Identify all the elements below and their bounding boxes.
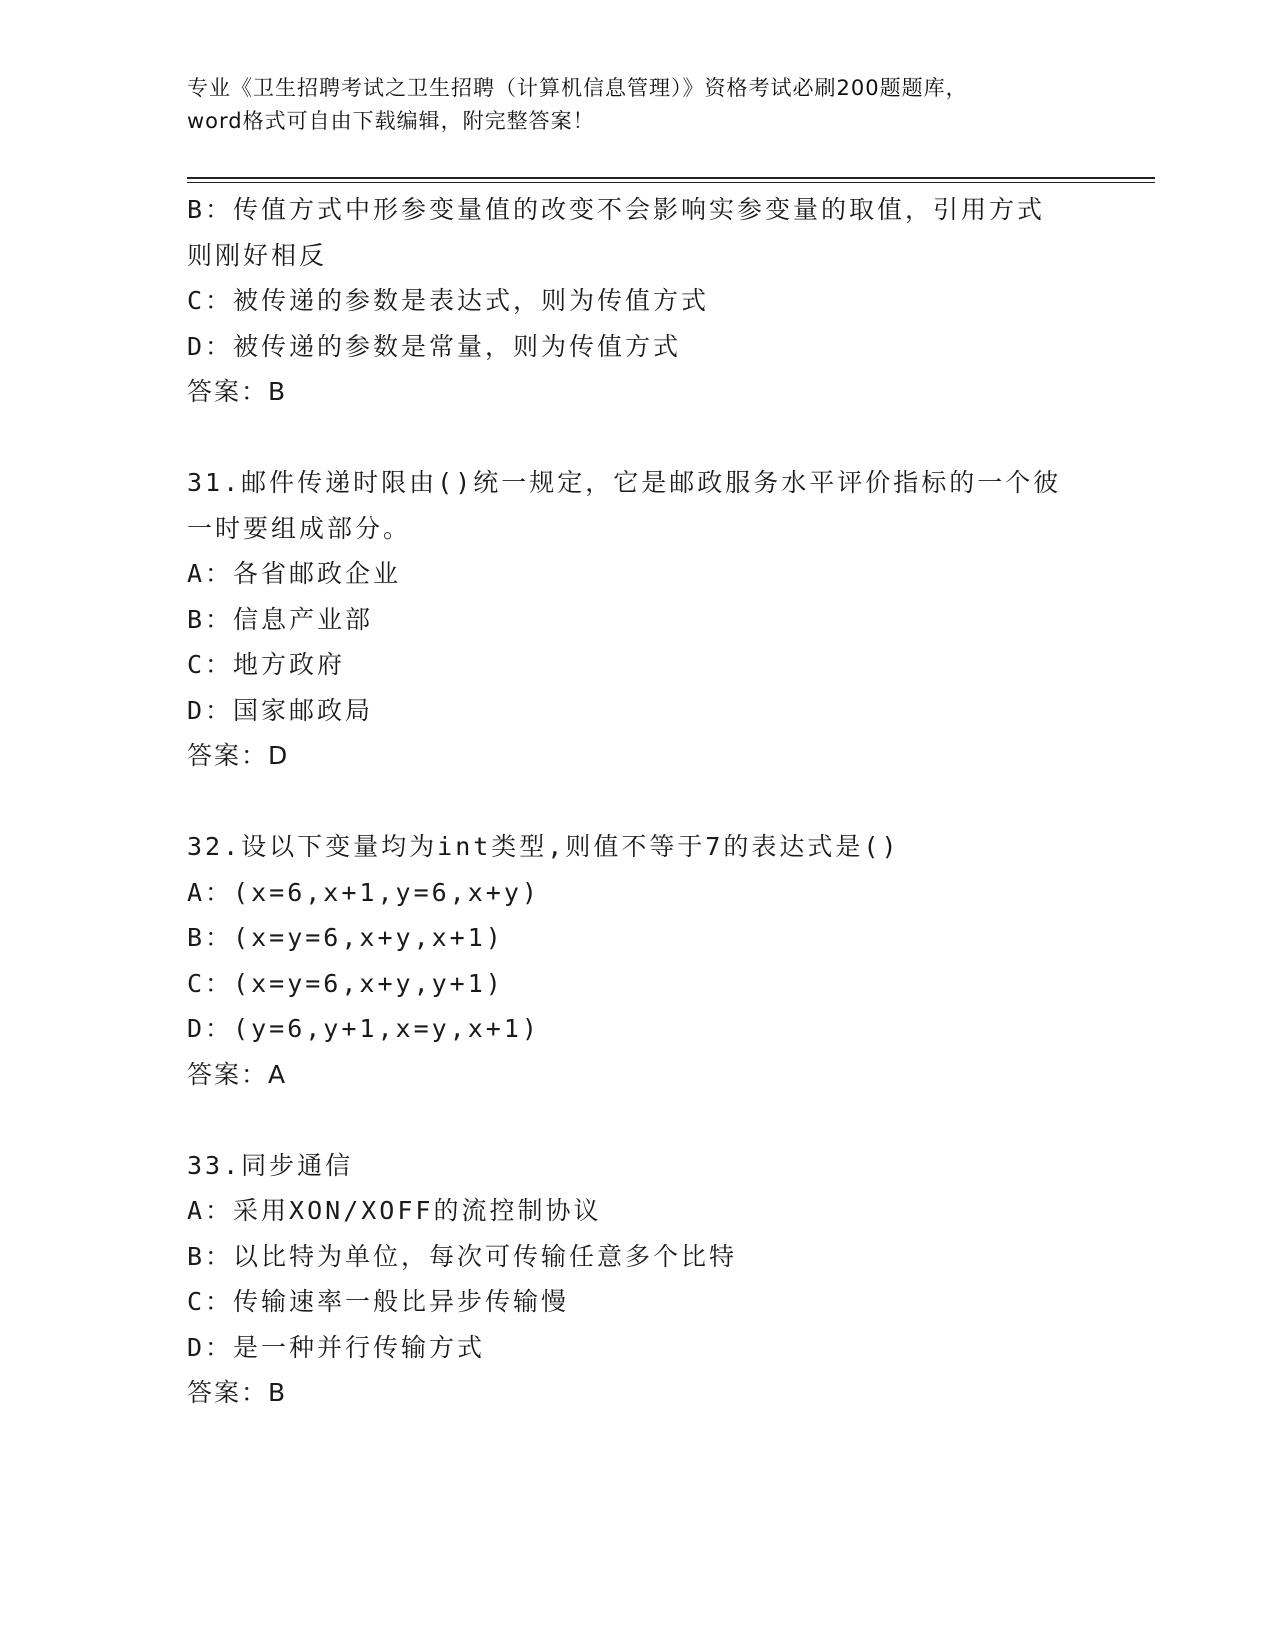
question-31 xyxy=(187,460,1087,779)
question-stem-continuation: 一时要组成部分。 xyxy=(187,513,412,543)
option-c: C：被传递的参数是表达式，则为传值方式 xyxy=(187,286,710,315)
option-d: D：被传递的参数是常量，则为传值方式 xyxy=(187,331,682,361)
header-title-line2: word格式可自由下载编辑，附完整答案！ xyxy=(187,109,595,133)
document-body xyxy=(187,187,1087,1416)
question-stem: 33.同步通信 xyxy=(187,1150,354,1180)
answer: 答案：B xyxy=(187,1378,288,1407)
question-stem: 32.设以下变量均为int类型,则值不等于7的表达式是() xyxy=(187,832,900,861)
option-a: A：(x=6,x+1,y=6,x+y) xyxy=(187,877,540,907)
spacer xyxy=(187,415,1087,461)
answer: 答案：D xyxy=(187,741,290,770)
header-title-line1: 专业《卫生招聘考试之卫生招聘（计算机信息管理）》资格考试必刷200题题库， xyxy=(187,76,968,100)
option-a: A：采用XON/XOFF的流控制协议 xyxy=(187,1196,602,1225)
option-d: D：国家邮政局 xyxy=(187,695,374,725)
option-c: C：(x=y=6,x+y,y+1) xyxy=(187,968,504,998)
header-divider-thin xyxy=(187,182,1155,183)
answer: 答案：B xyxy=(187,377,288,406)
spacer xyxy=(187,779,1087,825)
question-33 xyxy=(187,1143,1087,1416)
option-b: B：传值方式中形参变量值的改变不会影响实参变量的取值，引用方式 xyxy=(187,195,1046,224)
question-32 xyxy=(187,824,1087,1097)
option-d: D：是一种并行传输方式 xyxy=(187,1332,486,1362)
question-stem: 31.邮件传递时限由()统一规定，它是邮政服务水平评价指标的一个彼 xyxy=(187,468,1062,497)
header-divider-thick xyxy=(187,177,1155,179)
option-c: C：地方政府 xyxy=(187,650,346,679)
option-b: B：以比特为单位，每次可传输任意多个比特 xyxy=(187,1241,738,1271)
option-b: B：信息产业部 xyxy=(187,604,374,634)
option-d: D：(y=6,y+1,x=y,x+1) xyxy=(187,1014,540,1043)
spacer xyxy=(187,1097,1087,1143)
option-b-continuation: 则刚好相反 xyxy=(187,240,328,270)
answer: 答案：A xyxy=(187,1059,288,1089)
option-a: A：各省邮政企业 xyxy=(187,559,402,588)
option-c: C：传输速率一般比异步传输慢 xyxy=(187,1287,570,1316)
option-b: B：(x=y=6,x+y,x+1) xyxy=(187,923,504,952)
question-continued xyxy=(187,187,1087,415)
document-header xyxy=(187,72,1087,138)
